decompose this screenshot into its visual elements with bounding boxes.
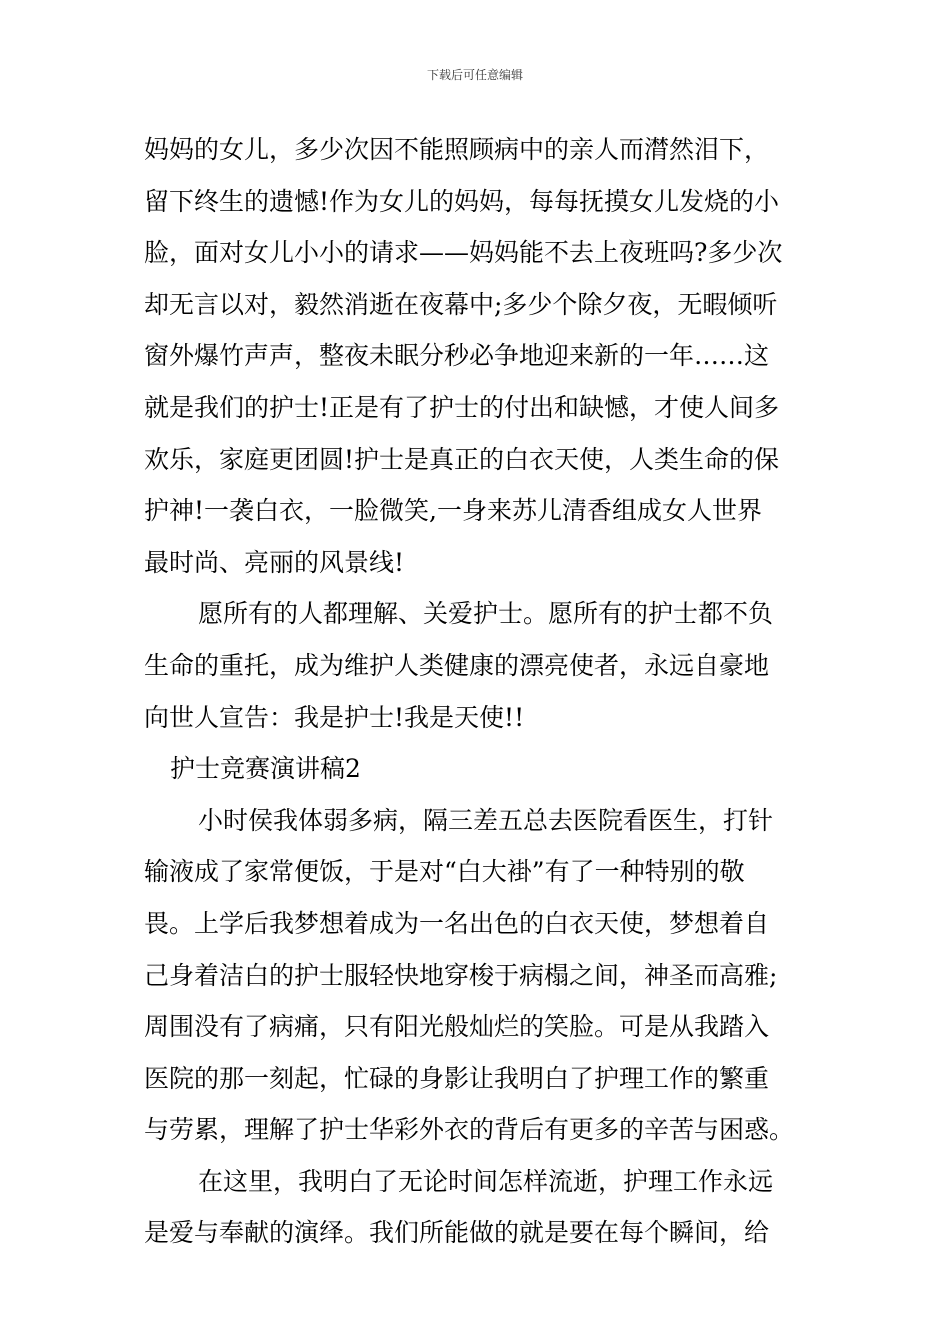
text-line: 周围没有了病痛，只有阳光般灿烂的笑脸。可是从我踏入 <box>144 1012 770 1042</box>
text-line: 医院的那一刻起，忙碌的身影让我明白了护理工作的繁重 <box>144 1063 770 1093</box>
text-line: 与劳累，理解了护士华彩外衣的背后有更多的辛苦与困惑。 <box>144 1115 795 1145</box>
text-line: 脸，面对女儿小小的请求——妈妈能不去上夜班吗?多少次 <box>144 238 783 268</box>
document-body <box>144 124 814 1259</box>
text-line: 窗外爆竹声声，整夜未眠分秒必争地迎来新的一年……这 <box>144 341 770 371</box>
text-line: 是爱与奉献的演绎。我们所能做的就是要在每个瞬间，给 <box>144 1218 770 1248</box>
text-line: 向世人宣告：我是护士!我是天使!! <box>144 702 525 732</box>
text-line: 己身着洁白的护士服轻快地穿梭于病榻之间，神圣而高雅; <box>144 960 778 990</box>
paragraph-start-line: 愿所有的人都理解、关爱护士。愿所有的护士都不负 <box>198 599 774 629</box>
text-line: 生命的重托，成为维护人类健康的漂亮使者，永远自豪地 <box>144 650 770 680</box>
paragraph-start-line: 小时侯我体弱多病，隔三差五总去医院看医生，打针 <box>198 805 774 835</box>
text-line: 留下终生的遗憾!作为女儿的妈妈，每每抚摸女儿发烧的小 <box>144 186 780 216</box>
text-line: 却无言以对，毅然消逝在夜幕中;多少个除夕夜，无暇倾听 <box>144 289 778 319</box>
text-line: 输液成了家常便饭，于是对“白大褂”有了一种特别的敬 <box>144 857 745 887</box>
section-heading: 护士竞赛演讲稿2 <box>170 754 361 784</box>
page-header-note: 下载后可任意编辑 <box>426 68 523 82</box>
text-line: 妈妈的女儿，多少次因不能照顾病中的亲人而潸然泪下， <box>144 135 770 164</box>
paragraph-start-line: 在这里，我明白了无论时间怎样流逝，护理工作永远 <box>198 1166 774 1196</box>
text-line: 护神!一袭白衣，一脸微笑,一身来苏儿清香组成女人世界 <box>144 496 762 526</box>
text-line: 最时尚、亮丽的风景线! <box>144 547 405 577</box>
text-line: 畏。上学后我梦想着成为一名出色的白衣天使，梦想着自 <box>144 908 770 938</box>
text-line: 欢乐，家庭更团圆!护士是真正的白衣天使，人类生命的保 <box>144 444 780 474</box>
text-line: 就是我们的护士!正是有了护士的付出和缺憾，才使人间多 <box>144 392 780 422</box>
